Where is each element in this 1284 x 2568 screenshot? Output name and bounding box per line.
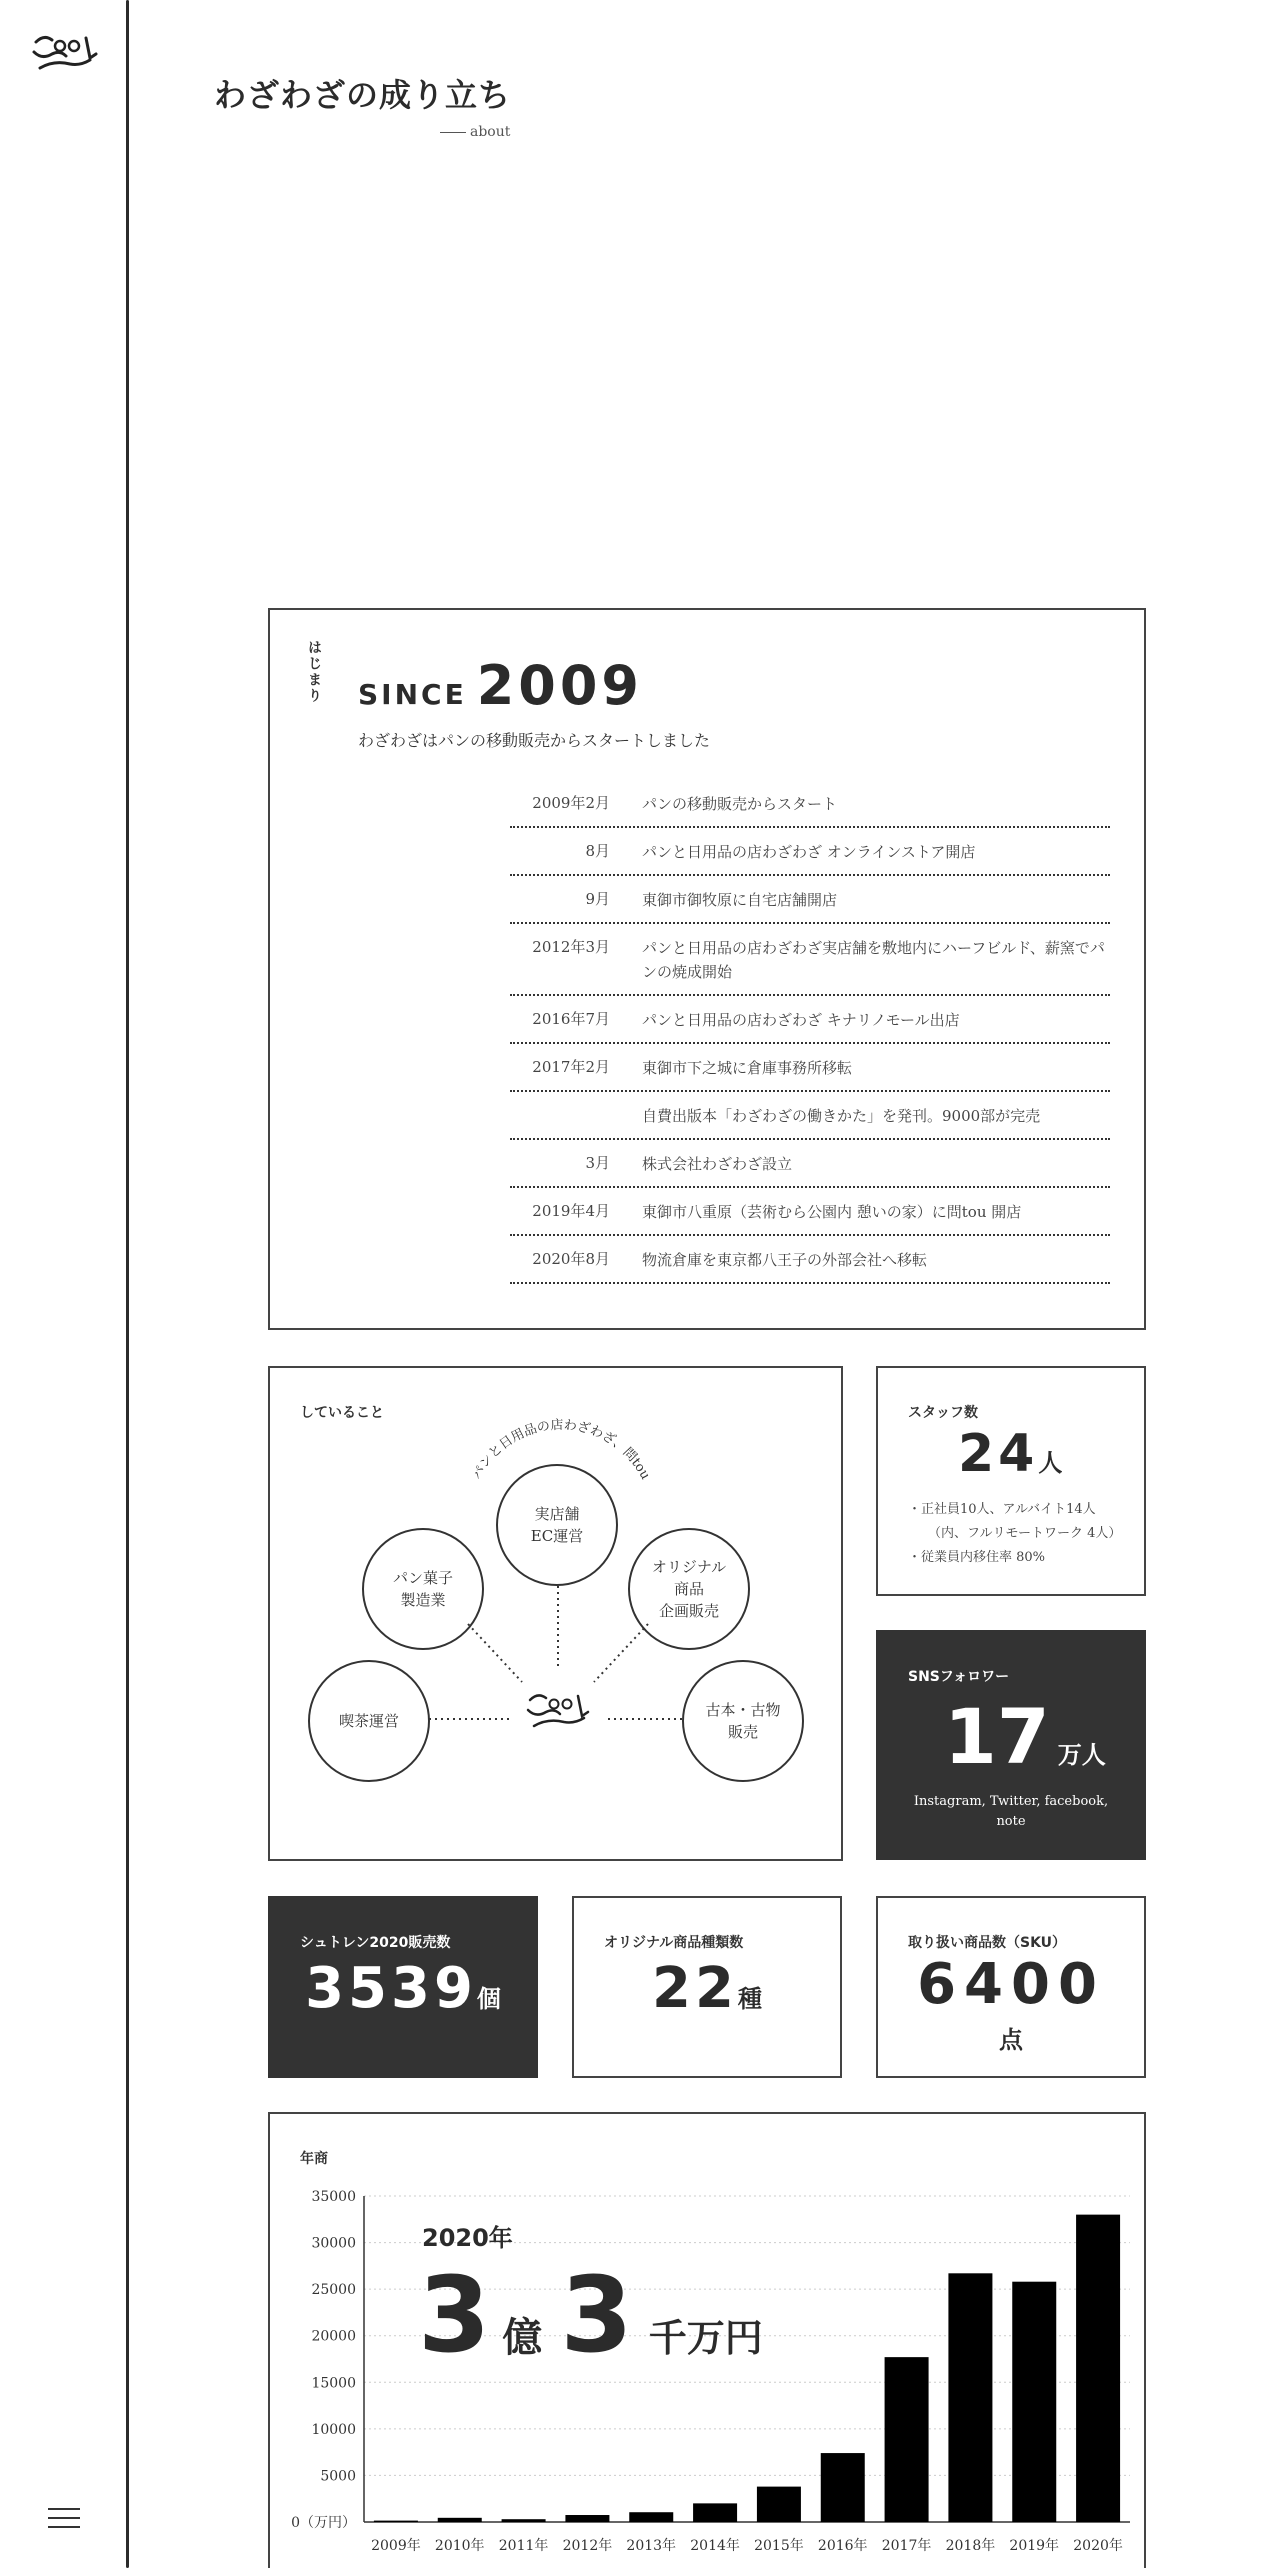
staff-unit: 人	[1038, 1449, 1063, 1477]
since-year: 2009	[476, 654, 643, 717]
bar	[374, 2521, 418, 2522]
x-tick-label: 2017年	[881, 2538, 932, 2554]
x-tick-label: 2016年	[817, 2538, 868, 2554]
timeline-date: 8月	[585, 842, 610, 860]
activities-section	[268, 1366, 843, 1861]
timeline-row	[510, 924, 1110, 996]
x-tick-label: 2018年	[945, 2538, 996, 2554]
timeline-row	[510, 876, 1110, 924]
y-tick-label: 10000	[311, 2421, 356, 2438]
menu-button[interactable]	[48, 2508, 80, 2532]
sns-count	[944, 1692, 1106, 1781]
timeline-row	[510, 1188, 1110, 1236]
circle-used-books: 古本・古物 販売	[682, 1660, 804, 1782]
history-section	[268, 608, 1146, 1330]
x-tick-label: 2011年	[498, 2538, 549, 2554]
timeline-date: 9月	[585, 890, 610, 908]
timeline-text: パンの移動販売からスタート	[642, 795, 838, 813]
staff-label: スタッフ数	[908, 1405, 978, 1421]
x-tick-label: 2012年	[562, 2538, 613, 2554]
staff-note-line: ・従業員内移住率 80%	[908, 1550, 1046, 1565]
y-tick-label: 25000	[311, 2282, 356, 2299]
y-tick-label: 20000	[311, 2328, 356, 2345]
center-logo-icon	[528, 1695, 588, 1726]
bar	[438, 2518, 482, 2522]
bar	[1076, 2215, 1120, 2522]
bar	[885, 2357, 929, 2522]
staff-count	[958, 1424, 1062, 1484]
activities-label: していること	[300, 1405, 384, 1421]
staff-section	[876, 1366, 1146, 1596]
y-tick-label: 30000	[311, 2235, 356, 2252]
timeline-text: 物流倉庫を東京都八王子の外部会社へ移転	[642, 1251, 928, 1269]
sns-label: SNSフォロワー	[908, 1669, 1010, 1685]
bar	[565, 2515, 609, 2522]
timeline-text: 自費出版本「わざわざの働きかた」を発刊。9000部が完売	[642, 1107, 1041, 1125]
revenue-section	[268, 2112, 1146, 2568]
timeline	[510, 780, 1110, 1284]
x-tick-label: 2019年	[1009, 2538, 1060, 2554]
staff-value: 24	[958, 1424, 1039, 1484]
bar	[821, 2453, 865, 2522]
circle-store-ec: 実店舗 EC運営	[496, 1464, 618, 1586]
revenue-digit: 3	[560, 2254, 633, 2376]
revenue-highlight-year: 2020年	[422, 2224, 513, 2252]
original-products-unit: 種	[737, 1985, 762, 2013]
sns-note-line: Instagram, Twitter, facebook,	[913, 1794, 1109, 1809]
stollen-count	[270, 1956, 536, 2021]
revenue-digit: 3	[418, 2254, 491, 2376]
hamburger-icon	[48, 2508, 80, 2510]
timeline-row	[510, 1140, 1110, 1188]
staff-note-line: （内、フルリモートワーク 4人）	[928, 1526, 1122, 1541]
timeline-date: 2020年8月	[532, 1250, 610, 1268]
connector-line	[594, 1624, 648, 1682]
history-label: はじまり	[306, 640, 322, 704]
sku-section	[876, 1896, 1146, 2078]
staff-note	[908, 1498, 1121, 1570]
original-products-section	[572, 1896, 842, 2078]
page-title: わざわざの成り立ち	[214, 76, 512, 114]
revenue-label: 年商	[300, 2151, 328, 2167]
timeline-text: パンと日用品の店わざわざ オンラインストア開店	[642, 843, 976, 861]
timeline-row	[510, 828, 1110, 876]
y-tick-label: 35000	[311, 2189, 356, 2205]
y-tick-label: 0（万円）	[291, 2515, 356, 2531]
x-tick-label: 2013年	[626, 2538, 677, 2554]
revenue-unit: 億	[502, 2315, 543, 2361]
logo-icon[interactable]	[30, 30, 100, 80]
activities-arc-text: パンと日用品の店わざわざ、問tou	[469, 1417, 653, 1483]
timeline-text: 東御市下之城に倉庫事務所移転	[642, 1059, 853, 1077]
circle-cafe: 喫茶運営	[308, 1660, 430, 1782]
staff-note-line: ・正社員10人、アルバイト14人	[908, 1502, 1096, 1517]
bar	[502, 2519, 546, 2522]
timeline-row	[510, 1092, 1110, 1140]
stollen-section	[268, 1896, 538, 2078]
timeline-date: 2016年7月	[532, 1010, 610, 1028]
bar	[757, 2487, 801, 2522]
rail-divider	[126, 0, 129, 2568]
circle-bakery: パン菓子 製造業	[362, 1528, 484, 1650]
timeline-date: 2012年3月	[532, 938, 610, 956]
history-description: わざわざはパンの移動販売からスタートしました	[358, 731, 711, 750]
timeline-text: パンと日用品の店わざわざ実店舗を敷地内にハーフビルド、薪窯でパンの焼成開始	[642, 939, 1105, 981]
sns-value: 17	[944, 1692, 1050, 1781]
sns-note-line: note	[996, 1814, 1026, 1829]
timeline-row	[510, 1044, 1110, 1092]
timeline-row	[510, 1236, 1110, 1284]
x-tick-label: 2009年	[371, 2538, 421, 2554]
stollen-label: シュトレン2020販売数	[300, 1935, 451, 1951]
timeline-text: パンと日用品の店わざわざ キナリノモール出店	[642, 1011, 960, 1029]
sns-section	[876, 1630, 1146, 1860]
stollen-unit: 個	[476, 1985, 501, 2013]
x-tick-label: 2014年	[690, 2538, 740, 2554]
timeline-date: 3月	[585, 1154, 610, 1172]
x-tick-label: 2010年	[434, 2538, 485, 2554]
revenue-highlight	[418, 2254, 763, 2376]
page-subtitle: about	[440, 124, 510, 140]
sku-unit: 点	[999, 2026, 1023, 2054]
original-products-value: 22	[652, 1956, 738, 2021]
sns-unit: 万人	[1057, 1741, 1106, 1769]
timeline-date: 2017年2月	[532, 1058, 610, 1076]
sku-value: 6400	[917, 1952, 1105, 2017]
timeline-row	[510, 780, 1110, 828]
bar	[693, 2503, 737, 2522]
timeline-text: 東御市八重原（芸術むら公園内 憩いの家）に問tou 開店	[642, 1203, 1022, 1221]
x-tick-label: 2015年	[754, 2538, 804, 2554]
y-tick-label: 5000	[320, 2468, 356, 2485]
x-tick-label: 2020年	[1073, 2538, 1123, 2554]
sku-label: 取り扱い商品数（SKU）	[908, 1935, 1067, 1951]
connector-line	[468, 1624, 522, 1682]
sns-note	[878, 1792, 1144, 1832]
bar	[1012, 2282, 1056, 2522]
original-products-label: オリジナル商品種類数	[604, 1935, 744, 1951]
activities-diagram	[270, 1368, 845, 1863]
timeline-date	[510, 1104, 610, 1128]
y-tick-label: 15000	[311, 2375, 356, 2392]
circle-original-goods: オリジナル 商品 企画販売	[628, 1528, 750, 1650]
bar	[948, 2273, 992, 2522]
timeline-date: 2009年2月	[532, 794, 610, 812]
timeline-text: 株式会社わざわざ設立	[642, 1155, 793, 1173]
original-products-count	[574, 1956, 840, 2021]
timeline-date: 2019年4月	[532, 1202, 610, 1220]
timeline-text: 東御市御牧原に自宅店舗開店	[642, 891, 838, 909]
revenue-unit: 千万円	[648, 2316, 763, 2360]
bar	[629, 2512, 673, 2522]
stollen-value: 3539	[305, 1956, 477, 2021]
timeline-row	[510, 996, 1110, 1044]
left-rail	[0, 0, 130, 2568]
since-heading	[358, 654, 643, 717]
since-word: SINCE	[358, 678, 467, 711]
